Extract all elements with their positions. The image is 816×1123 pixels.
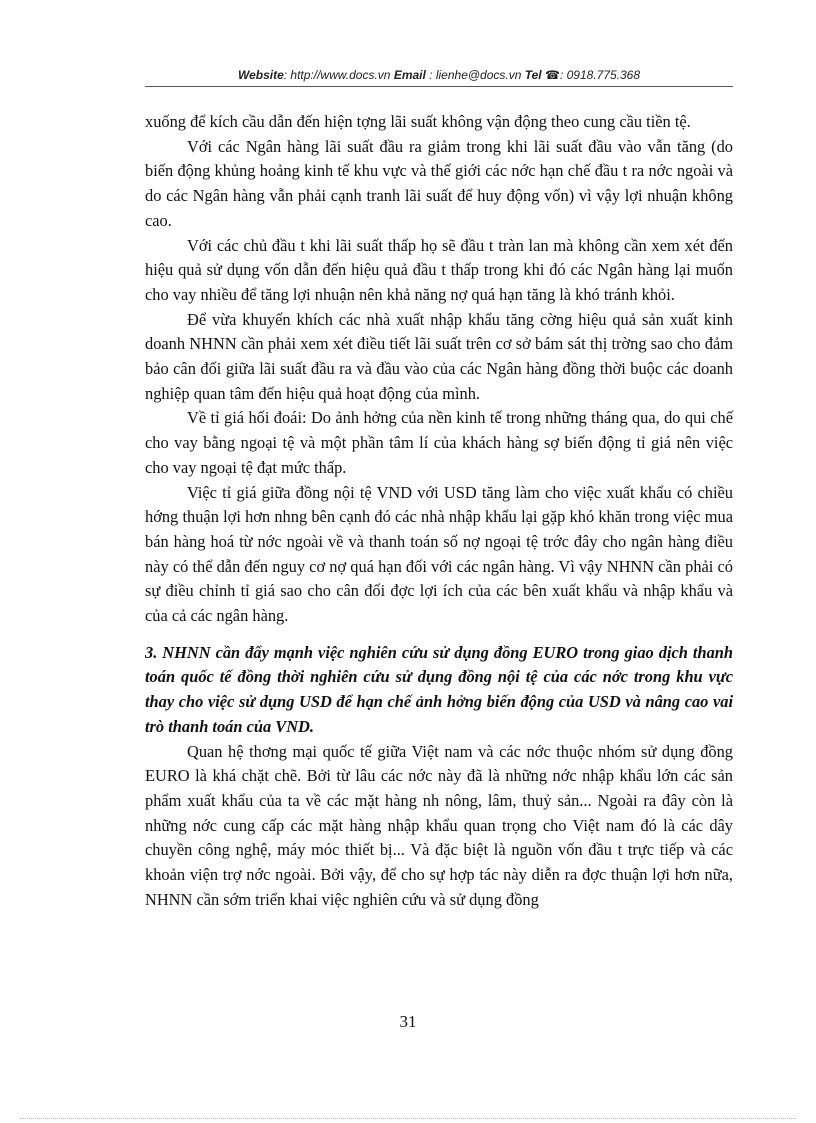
paragraph-importers-exporters: Để vừa khuyến khích các nhà xuất nhập khẩu tăng cờng hiệu quả sản xuất kinh doanh NHNN cần phải xem xét điều tiết lãi suất trên cơ sở bám sát thị trờng sao cho đảm bảo cân đối giữa lãi suất đầu ra và đầu vào của các Ngân hàng đồng thời buộc các doanh nghiệp quan tâm đến hiệu quả hoạt động của mình. <box>145 309 733 403</box>
paragraph-vnd-usd: Việc tỉ giá giữa đồng nội tệ VND với USD tăng làm cho việc xuất khẩu có chiều hớng thuận lợi hơn nhng bên cạnh đó các nhà nhập khẩu lại gặp khó khăn trong việc mua bán hàng hoá từ nớc ngoài về và thanh toán số nợ ngoại tệ trớc đây cho ngân hàng điều này có thể dẫn đến nguy cơ nợ quá hạn đối với các ngân hàng. Vì vậy NHNN cần phải có sự điều chỉnh tỉ giá sao cho cân đối đợc lợi ích của các bên xuất khẩu và nhập khẩu và của cả các ngân hàng. <box>145 482 733 626</box>
email-label: Email <box>393 68 426 82</box>
paragraph-bank-interest: Với các Ngân hàng lãi suất đầu ra giảm trong khi lãi suất đầu vào vẫn tăng (do biến động khủng hoảng kinh tế khu vực và thế giới các nớc hạn chế đầu t ra nớc ngoài và do các Ngân hàng vẫn phải cạnh tranh lãi suất để huy động vốn) vì vậy lợi nhuận không cao. <box>145 136 733 230</box>
document-body <box>145 110 733 913</box>
phone-icon: ☎ <box>545 68 560 82</box>
paragraph-euro-relations: Quan hệ thơng mại quốc tế giữa Việt nam và các nớc thuộc nhóm sử dụng đồng EURO là khá chặt chẽ. Bởi từ lâu các nớc này đã là những nớc nhập khẩu lớn các sản phẩm xuất khẩu của ta về các mặt hàng nh nông, lâm, thuỷ sản... Ngoài ra đây còn là những nớc cung cấp các mặt hàng nhập khẩu quan trọng cho Việt nam đó là các dây chuyền công nghệ, máy móc thiết bị... Và đặc biệt là nguồn vốn đầu t trực tiếp và các khoản viện trợ nớc ngoài. Bởi vậy, để cho sự hợp tác này diễn ra đợc thuận lợi hơn nữa, NHNN cần sớm triển khai việc nghiên cứu và sử dụng đồng <box>145 741 733 909</box>
paragraph-continuation: xuống để kích cầu dẫn đến hiện tợng lãi suất không vận động theo cung cầu tiền tệ. <box>145 112 691 131</box>
paragraph-exchange-rate: Về tỉ giá hối đoái: Do ảnh hởng của nền kinh tế trong những tháng qua, do qui chế cho vay bằng ngoại tệ và một phần tâm lí của khách hàng sợ biến động tỉ giá nên việc cho vay ngoại tệ đạt mức thấp. <box>145 408 733 477</box>
section-heading: 3. NHNN cần đẩy mạnh việc nghiên cứu sử dụng đồng EURO trong giao dịch thanh toán quốc tế đồng thời nghiên cứu sử dụng đồng nội tệ của các nớc trong khu vực thay cho việc sử dụng USD để hạn chế ảnh hởng biến động của USD và nâng cao vai trò thanh toán của VND. <box>145 642 733 736</box>
paragraph-investors: Với các chủ đầu t khi lãi suất thấp họ sẽ đầu t tràn lan mà không cần xem xét đến hiệu quả sử dụng vốn dẫn đến hiệu quả đầu t thấp trong khi đó các Ngân hàng lại muốn cho vay nhiều để tăng lợi nhuận nên khả năng nợ quá hạn tăng là khó tránh khỏi. <box>145 235 733 304</box>
page-header <box>145 68 733 82</box>
tel-value: : 0918.775.368 <box>559 68 641 82</box>
email-value: : lienhe@docs.vn <box>429 68 522 82</box>
page-number: 31 <box>399 1012 417 1031</box>
website-label: Website <box>237 68 284 82</box>
page-bottom-divider <box>20 1118 796 1119</box>
website-value: : http://www.docs.vn <box>283 68 391 82</box>
header-divider <box>145 86 733 87</box>
tel-label: Tel <box>524 68 542 82</box>
